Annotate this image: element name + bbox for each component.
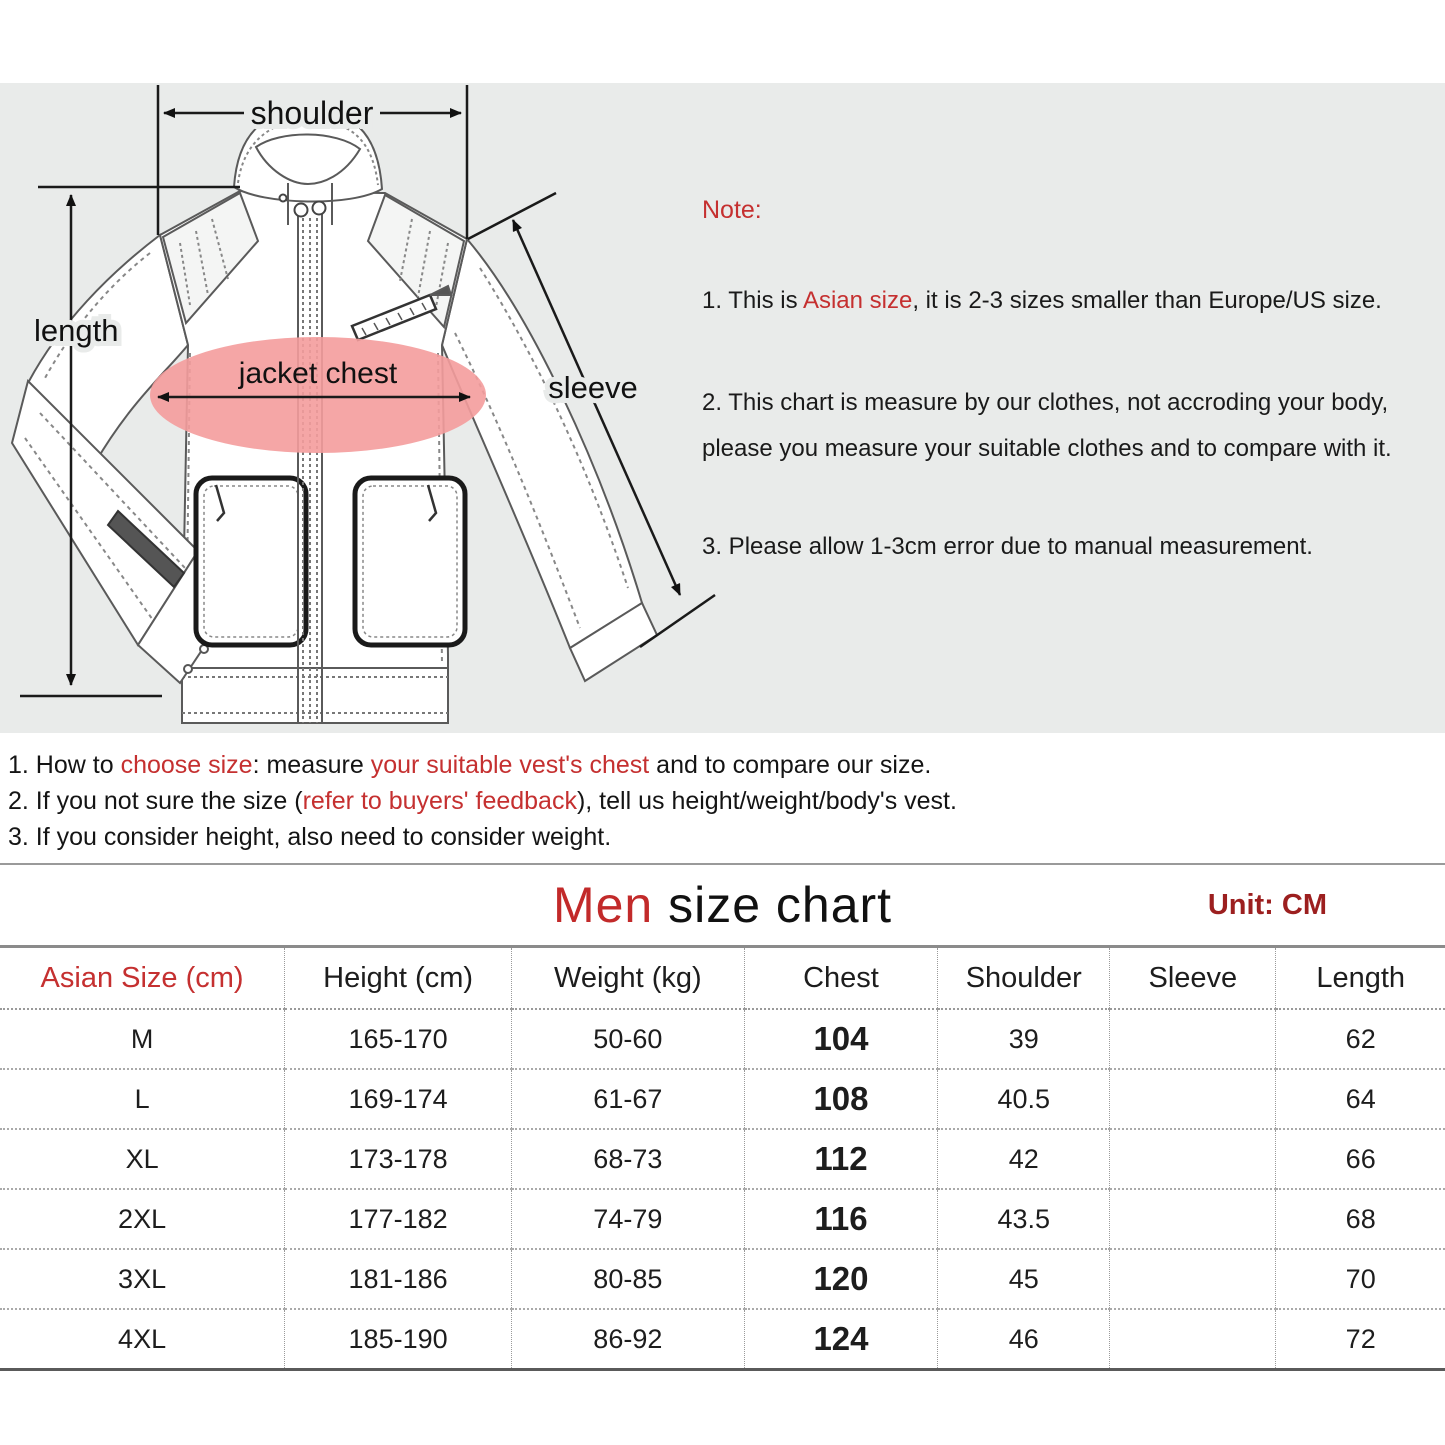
table-cell — [1110, 1069, 1276, 1129]
table-cell: 165-170 — [285, 1009, 512, 1069]
size-table-body — [0, 1009, 1445, 1370]
table-cell: 66 — [1276, 1129, 1445, 1189]
table-cell: 68 — [1276, 1189, 1445, 1249]
table-cell: 62 — [1276, 1009, 1445, 1069]
howto-instructions — [0, 733, 1445, 855]
table-cell: 124 — [744, 1309, 938, 1370]
note-heading: Note: — [702, 196, 762, 224]
table-cell — [1110, 1009, 1276, 1069]
table-cell: 50-60 — [512, 1009, 745, 1069]
table-cell: XL — [0, 1129, 285, 1189]
men-size-table — [0, 948, 1445, 1371]
table-cell: 3XL — [0, 1249, 285, 1309]
table-cell: 104 — [744, 1009, 938, 1069]
table-cell — [1110, 1129, 1276, 1189]
header-sleeve: Sleeve — [1110, 948, 1276, 1009]
table-cell: 177-182 — [285, 1189, 512, 1249]
howto-line-2: 2. If you not sure the size (refer to buyers' feedback), tell us height/weight/body's vest. — [8, 787, 957, 815]
note-item-1: 1. This is Asian size, it is 2-3 sizes smaller than Europe/US size. — [702, 287, 1382, 315]
table-cell: 108 — [744, 1069, 938, 1129]
table-cell: 181-186 — [285, 1249, 512, 1309]
table-row — [0, 1129, 1445, 1189]
table-row — [0, 1069, 1445, 1129]
size-chart-section — [0, 863, 1445, 1371]
table-title: Men size chart — [552, 877, 893, 933]
table-cell: 45 — [938, 1249, 1110, 1309]
table-cell: 112 — [744, 1129, 938, 1189]
table-cell: L — [0, 1069, 285, 1129]
table-cell: 64 — [1276, 1069, 1445, 1129]
table-row — [0, 1189, 1445, 1249]
unit-label: Unit: CM — [1207, 889, 1327, 921]
table-cell: 86-92 — [512, 1309, 745, 1370]
asian-size-highlight: Asian size — [802, 287, 913, 315]
header-asian-size: Asian Size (cm) — [0, 948, 285, 1009]
table-title-row — [0, 865, 1445, 948]
table-cell: 116 — [744, 1189, 938, 1249]
table-header-row — [0, 948, 1445, 1009]
note-block — [702, 195, 1444, 562]
table-cell — [1110, 1249, 1276, 1309]
table-cell: M — [130, 1023, 154, 1054]
sleeve-label: sleeve — [548, 370, 638, 405]
table-cell: 72 — [1276, 1309, 1445, 1370]
header-shoulder: Shoulder — [938, 948, 1110, 1009]
table-cell: 2XL — [0, 1189, 285, 1249]
table-cell — [1110, 1309, 1276, 1370]
chest-highlight-ellipse — [150, 337, 486, 453]
header-chest: Chest — [744, 948, 938, 1009]
table-cell: 74-79 — [512, 1189, 745, 1249]
table-cell: 169-174 — [285, 1069, 512, 1129]
table-cell: 46 — [938, 1309, 1110, 1370]
table-cell: 185-190 — [285, 1309, 512, 1370]
note-item-3: 3. Please allow 1-3cm error due to manual measurement. — [702, 533, 1313, 561]
jacket-diagram — [0, 83, 720, 733]
table-cell — [1110, 1189, 1276, 1249]
table-cell: 43.5 — [938, 1189, 1110, 1249]
howto-line-3: 3. If you consider height, also need to consider weight. — [8, 823, 612, 851]
note-item-2: 2. This chart is measure by our clothes, not accroding your body, please you measure your suitable clothes and to compare with it. — [702, 389, 1392, 463]
jacket-chest-label: jacket chest — [238, 357, 398, 390]
header-weight: Weight (kg) — [512, 948, 745, 1009]
header-height: Height (cm) — [285, 948, 512, 1009]
table-cell: 4XL — [0, 1309, 285, 1370]
table-cell: 40.5 — [938, 1069, 1110, 1129]
table-cell: 61-67 — [512, 1069, 745, 1129]
table-row — [0, 1249, 1445, 1309]
header-length: Length — [1276, 948, 1445, 1009]
length-label: length — [34, 313, 119, 348]
measurement-diagram-panel — [0, 83, 1445, 733]
table-cell: 39 — [938, 1009, 1110, 1069]
table-cell: 42 — [938, 1129, 1110, 1189]
table-cell: 70 — [1276, 1249, 1445, 1309]
shoulder-label: shoulder — [250, 95, 374, 131]
table-cell: 173-178 — [285, 1129, 512, 1189]
table-row — [0, 1309, 1445, 1370]
table-cell: 68-73 — [512, 1129, 745, 1189]
table-cell: 80-85 — [512, 1249, 745, 1309]
table-cell: 120 — [744, 1249, 938, 1309]
howto-line-1: 1. How to choose size: measure your suitable vest's chest and to compare our size. — [8, 751, 932, 779]
table-row — [0, 1009, 1445, 1069]
